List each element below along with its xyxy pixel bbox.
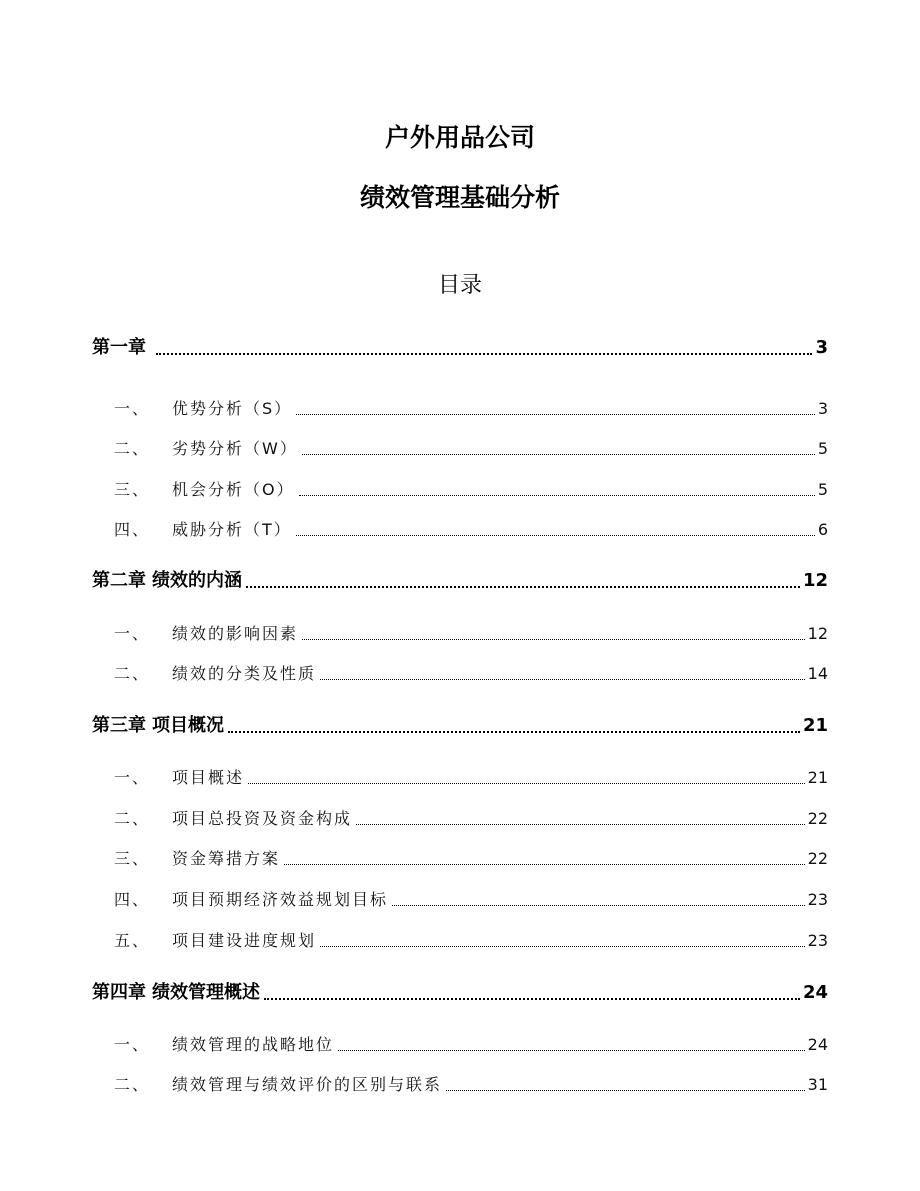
toc-section-number: 一、 — [113, 1035, 150, 1054]
toc-section-number: 二、 — [113, 439, 150, 458]
toc-chapter-label: 第三章 — [92, 715, 146, 736]
toc-section-2-2[interactable] — [92, 662, 828, 686]
toc-dot-leader — [284, 864, 805, 865]
toc-chapter-title: 项目概况 — [152, 715, 224, 736]
toc-heading: 目录 — [437, 273, 482, 298]
toc-page-number: 5 — [817, 439, 828, 458]
toc-page-number: 24 — [807, 1035, 828, 1054]
toc-section-title: 绩效管理的战略地位 — [172, 1035, 335, 1054]
toc-section-3-5[interactable] — [92, 929, 828, 953]
toc-section-3-4[interactable] — [92, 888, 828, 912]
toc-dot-leader — [338, 1050, 805, 1051]
toc-dot-leader — [246, 586, 800, 588]
toc-chapter-1[interactable] — [92, 335, 828, 361]
toc-section-number: 一、 — [113, 768, 150, 787]
toc-section-number: 一、 — [113, 399, 150, 418]
toc-section-2-1[interactable] — [92, 622, 828, 646]
toc-page-number: 24 — [802, 982, 828, 1003]
document-subtitle: 绩效管理基础分析 — [359, 183, 560, 212]
toc-page-number: 21 — [807, 768, 828, 787]
toc-section-number: 二、 — [113, 1075, 150, 1094]
toc-dot-leader — [264, 998, 800, 1000]
toc-page-number: 12 — [807, 624, 828, 643]
toc-section-3-3[interactable] — [92, 847, 828, 871]
toc-section-title: 绩效的分类及性质 — [172, 664, 317, 683]
toc-chapter-label: 第四章 — [92, 982, 146, 1003]
toc-section-1-2[interactable] — [92, 437, 828, 461]
toc-section-number: 二、 — [113, 809, 150, 828]
toc-section-4-1[interactable] — [92, 1033, 828, 1057]
toc-section-title: 绩效管理与绩效评价的区别与联系 — [172, 1075, 443, 1094]
toc-section-3-2[interactable] — [92, 807, 828, 831]
toc-section-title: 资金筹措方案 — [172, 849, 281, 868]
toc-page-number: 3 — [817, 399, 828, 418]
toc-dot-leader — [446, 1090, 805, 1091]
toc-dot-leader — [296, 535, 815, 536]
toc-dot-leader — [302, 639, 805, 640]
toc-section-number: 三、 — [113, 480, 150, 499]
toc-chapter-label: 第一章 — [92, 337, 146, 358]
toc-page-number: 6 — [817, 520, 828, 539]
toc-chapter-4[interactable] — [92, 980, 828, 1006]
toc-section-title: 项目概述 — [172, 768, 245, 787]
toc-section-1-1[interactable] — [92, 397, 828, 421]
toc-dot-leader — [356, 824, 805, 825]
toc-section-title: 绩效的影响因素 — [172, 624, 299, 643]
toc-dot-leader — [296, 414, 815, 415]
toc-dot-leader — [248, 783, 805, 784]
toc-chapter-label: 第二章 — [92, 570, 146, 591]
toc-dot-leader — [320, 946, 805, 947]
toc-chapter-3[interactable] — [92, 713, 828, 739]
toc-page-number: 31 — [807, 1075, 828, 1094]
toc-page-number: 23 — [807, 931, 828, 950]
toc-section-title: 威胁分析（T） — [172, 520, 292, 539]
toc-chapter-title: 绩效管理概述 — [152, 982, 260, 1003]
toc-section-title: 项目预期经济效益规划目标 — [172, 890, 389, 909]
document-title: 户外用品公司 — [384, 123, 535, 152]
toc-page-number: 22 — [807, 809, 828, 828]
toc-dot-leader — [320, 679, 805, 680]
toc-dot-leader — [156, 353, 812, 355]
toc-section-title: 优势分析（S） — [172, 399, 293, 418]
toc-page-number: 5 — [817, 480, 828, 499]
toc-page-number: 22 — [807, 849, 828, 868]
toc-section-number: 三、 — [113, 849, 150, 868]
toc-section-title: 项目总投资及资金构成 — [172, 809, 353, 828]
toc-page-number: 21 — [802, 715, 828, 736]
toc-dot-leader — [299, 495, 815, 496]
toc-section-4-2[interactable] — [92, 1073, 828, 1097]
toc-page-number: 12 — [802, 570, 828, 591]
toc-section-number: 四、 — [113, 890, 150, 909]
toc-section-title: 机会分析（O） — [172, 480, 295, 499]
toc-section-number: 二、 — [113, 664, 150, 683]
toc-page-number: 3 — [815, 337, 828, 358]
toc-section-number: 四、 — [113, 520, 150, 539]
toc-section-number: 一、 — [113, 624, 150, 643]
toc-section-1-3[interactable] — [92, 478, 828, 502]
toc-page-number: 23 — [807, 890, 828, 909]
toc-section-title: 项目建设进度规划 — [172, 931, 317, 950]
toc-chapter-title: 绩效的内涵 — [152, 570, 242, 591]
toc-section-title: 劣势分析（W） — [172, 439, 298, 458]
toc-dot-leader — [228, 731, 800, 733]
toc-section-number: 五、 — [113, 931, 150, 950]
toc-section-3-1[interactable] — [92, 766, 828, 790]
toc-chapter-2[interactable] — [92, 568, 828, 594]
toc-section-1-4[interactable] — [92, 518, 828, 542]
toc-dot-leader — [392, 905, 805, 906]
toc-page-number: 14 — [807, 664, 828, 683]
toc-dot-leader — [302, 454, 815, 455]
